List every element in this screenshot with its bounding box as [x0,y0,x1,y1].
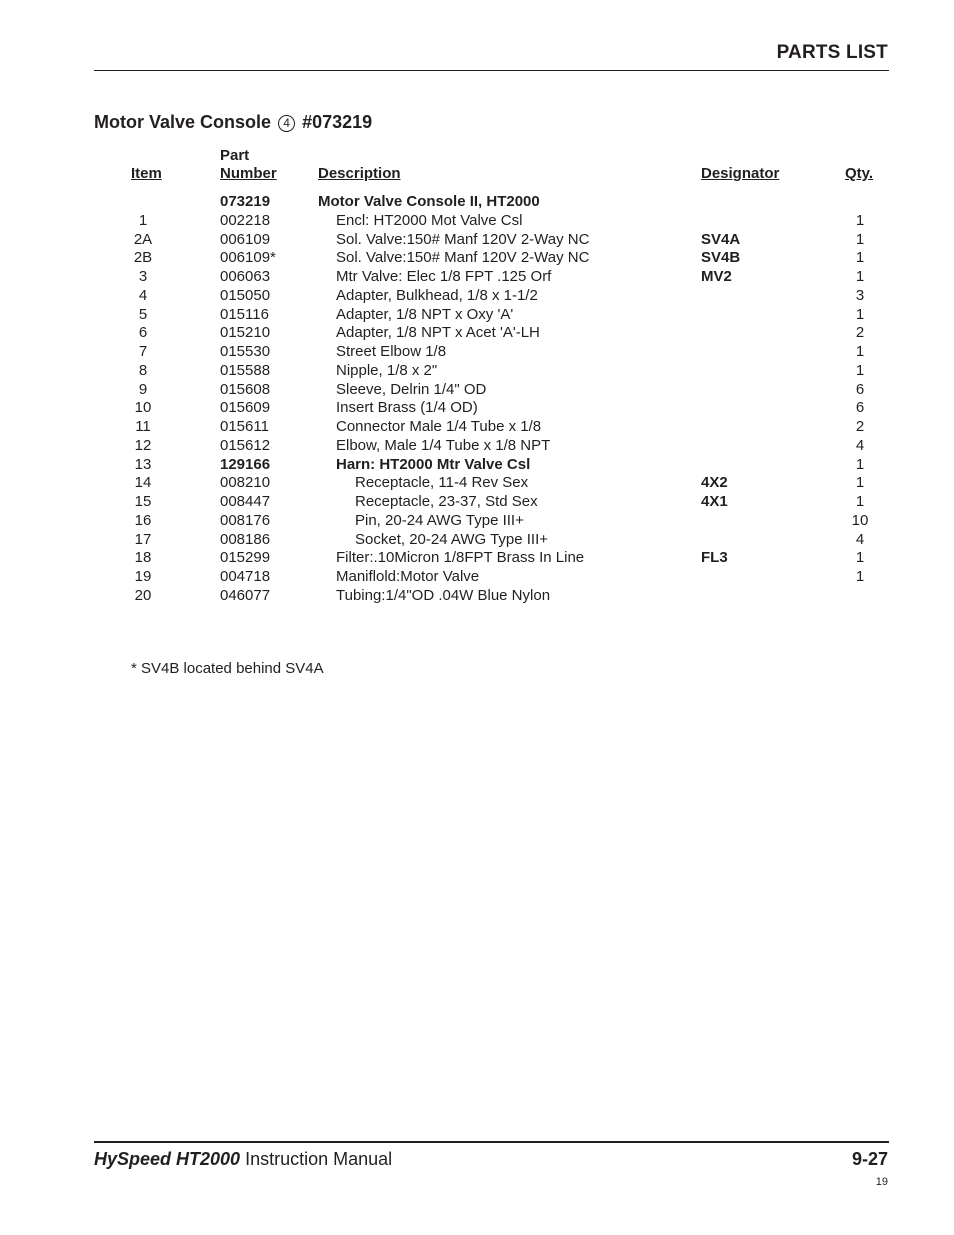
qty-cell: 6 [855,399,865,417]
description-cell: Adapter, 1/8 NPT x Oxy 'A' [336,305,514,323]
qty-cell: 1 [855,305,865,323]
item-cell: 6 [138,324,148,342]
qty-cell: 1 [855,211,865,229]
designator-cell: FL3 [701,549,728,567]
part-number-cell: 073219 [220,193,271,210]
description-cell: Nipple, 1/8 x 2" [336,361,438,379]
description-cell: Maniflold:Motor Valve [336,568,480,585]
designator-cell: 4X1 [701,493,728,510]
qty-cell: 1 [855,343,865,360]
item-cell: 2A [133,230,153,248]
part-number-cell: 008176 [220,511,271,529]
part-number-cell: 129166 [220,455,271,473]
item-cell: 20 [134,586,152,604]
part-number-cell: 015210 [220,324,271,342]
page-header-title: PARTS LIST [776,42,888,63]
designator-cell: SV4B [701,249,741,267]
part-number-cell: 008186 [220,530,271,548]
part-number-cell: 015608 [220,380,271,398]
designator-cell: MV2 [701,268,732,285]
header-designator: Designator [701,165,780,182]
qty-cell: 1 [855,493,865,510]
circled-callout-number: 4 [278,115,295,132]
footer-manual-label: Instruction Manual [245,1149,393,1169]
item-cell: 2B [133,249,153,267]
item-cell: 13 [134,455,152,473]
item-cell: 15 [134,493,152,510]
part-number-cell: 002218 [220,211,271,229]
qty-cell: 1 [855,268,865,285]
description-cell: Elbow, Male 1/4 Tube x 1/8 NPT [336,436,551,454]
part-number-cell: 015116 [220,305,269,323]
description-cell: Sol. Valve:150# Manf 120V 2-Way NC [336,249,590,267]
item-cell: 10 [134,399,152,417]
qty-cell: 3 [855,286,865,304]
part-number-cell: 004718 [220,568,271,585]
footer-divider [94,1141,889,1143]
qty-cell: 1 [855,361,865,379]
description-cell: Receptacle, 11-4 Rev Sex [355,474,529,492]
item-cell: 18 [134,549,152,567]
description-cell: Pin, 20-24 AWG Type III+ [355,511,524,529]
qty-cell: 4 [855,530,865,548]
description-cell: Sol. Valve:150# Manf 120V 2-Way NC [336,230,590,248]
item-cell: 1 [138,211,148,229]
qty-cell: 1 [855,230,865,248]
description-cell: Harn: HT2000 Mtr Valve Csl [336,455,531,473]
part-number-cell: 008447 [220,493,271,510]
description-cell: Receptacle, 23-37, Std Sex [355,493,538,510]
description-cell: Motor Valve Console II, HT2000 [318,193,540,210]
part-number-cell: 046077 [220,586,271,604]
item-cell: 12 [134,436,152,454]
qty-cell: 1 [855,249,865,267]
item-cell: 16 [134,511,152,529]
part-number-cell: 015609 [220,399,271,417]
section-title [94,112,372,133]
description-cell: Encl: HT2000 Mot Valve Csl [336,211,523,229]
description-cell: Mtr Valve: Elec 1/8 FPT .125 Orf [336,268,552,285]
item-cell: 8 [138,361,148,379]
description-cell: Tubing:1/4"OD .04W Blue Nylon [336,586,551,604]
header-divider [94,70,889,71]
part-number-cell: 015611 [220,418,269,435]
description-cell: Connector Male 1/4 Tube x 1/8 [336,418,542,435]
designator-cell: SV4A [701,230,741,248]
part-number-cell: 008210 [220,474,271,492]
qty-cell: 1 [855,568,865,585]
description-cell: Socket, 20-24 AWG Type III+ [355,530,549,548]
part-number-cell: 015050 [220,286,271,304]
qty-cell: 2 [855,324,865,342]
part-number-cell: 015530 [220,343,271,360]
qty-cell: 4 [855,436,865,454]
part-number-cell: 015588 [220,361,271,379]
footer-page-number: 19 [875,1176,888,1188]
footer-manual-title [94,1149,392,1170]
part-number-cell: 006109* [220,249,276,267]
part-number-cell: 006109 [220,230,271,248]
section-title-suffix: #073219 [302,112,373,132]
item-cell: 17 [134,530,152,548]
item-cell: 11 [135,418,151,435]
description-cell: Street Elbow 1/8 [336,343,447,360]
description-cell: Adapter, Bulkhead, 1/8 x 1-1/2 [336,286,538,304]
qty-cell: 6 [855,380,865,398]
qty-cell: 1 [855,549,865,567]
item-cell: 19 [134,568,152,585]
qty-cell: 1 [855,474,865,492]
item-cell: 7 [138,343,148,360]
qty-cell: 2 [855,418,865,435]
item-cell: 14 [134,474,152,492]
qty-cell: 1 [855,455,865,473]
footnote: * SV4B located behind SV4A [131,660,324,677]
description-cell: Filter:.10Micron 1/8FPT Brass In Line [336,549,585,567]
header-item: Item [131,165,162,182]
footer-brand: HySpeed HT2000 [94,1149,241,1169]
item-cell: 4 [138,286,148,304]
description-cell: Sleeve, Delrin 1/4" OD [336,380,487,398]
part-number-cell: 015299 [220,549,271,567]
qty-cell: 10 [851,511,869,529]
header-qty: Qty. [845,165,874,182]
designator-cell: 4X2 [701,474,728,492]
item-cell: 5 [138,305,148,323]
header-description: Description [318,165,401,182]
item-cell: 3 [138,268,148,285]
part-number-cell: 006063 [220,268,271,285]
part-number-cell: 015612 [220,436,271,454]
footer-section-page: 9-27 [851,1149,888,1169]
header-part-top: Part [220,147,250,164]
description-cell: Insert Brass (1/4 OD) [336,399,478,417]
header-part-number: Number [220,165,277,182]
description-cell: Adapter, 1/8 NPT x Acet 'A'-LH [336,324,540,342]
section-title-prefix: Motor Valve Console [94,112,272,132]
item-cell: 9 [138,380,148,398]
